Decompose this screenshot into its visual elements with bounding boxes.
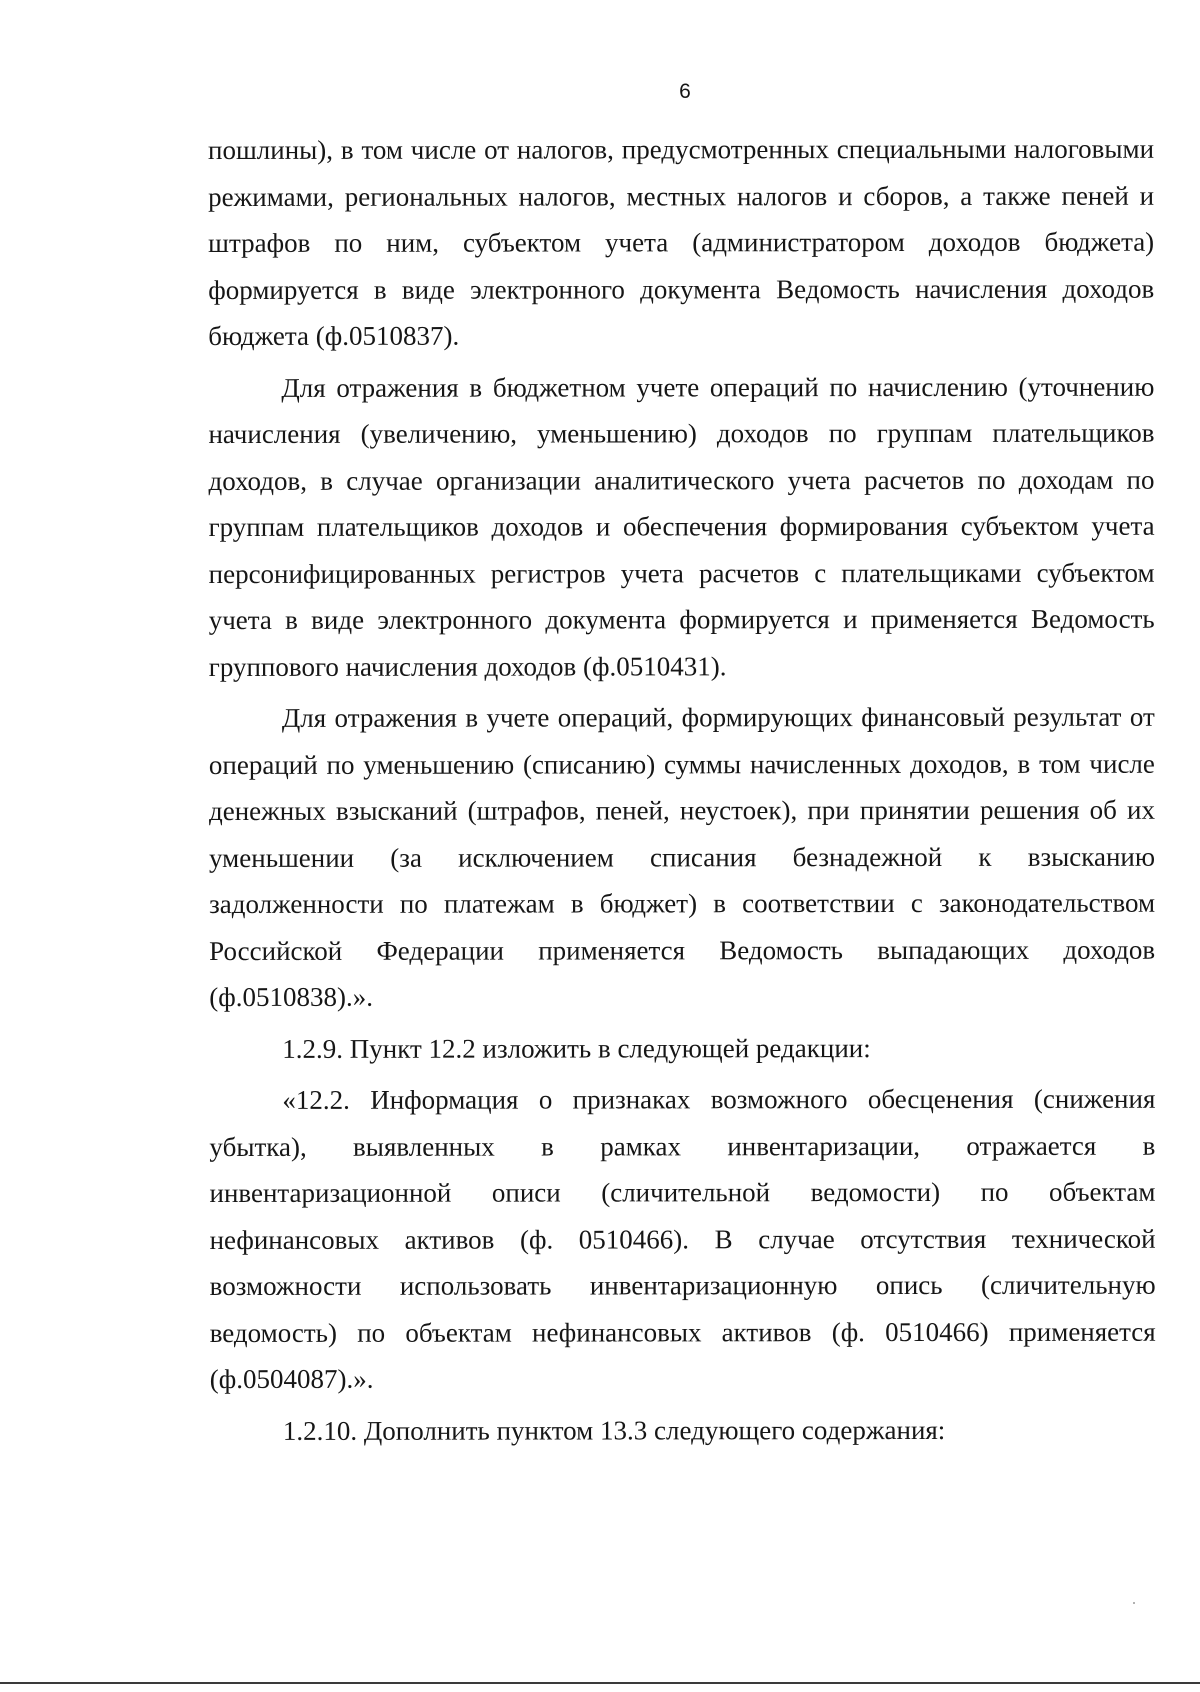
page-number: 6 (679, 80, 691, 103)
paragraph-3: Для отражения в учете операций, формирующих финансовый результат от операций по уменьшению (списанию) суммы начисленных доходов, в том числе денежных взысканий (штрафов, пеней, неустоек), при принятии решения об их уменьшении (за исключением списания безнадежной к взысканию задолженности по платежам в бюджет) в соответствии с законодательством Российской Федерации применяется Ведомость выпадающих доходов (ф.0510838).». (208, 701, 1156, 1012)
page-bottom-rule (0, 1682, 1200, 1684)
paragraph-6: 1.2.10. Дополнить пунктом 13.3 следующего содержания: (282, 1414, 946, 1446)
paragraph-4: 1.2.9. Пункт 12.2 изложить в следующей редакции: (282, 1032, 871, 1064)
document-body (208, 126, 1156, 1454)
paragraph-1: пошлины), в том числе от налогов, предусмотренных специальными налоговыми режимами, региональных налогов, местных налогов и сборов, а также пеней и штрафов по ним, субъектом учета (администратором доходов бюджета) формируется в виде электронного документа Ведомость начисления доходов бюджета (ф.0510837). (208, 133, 1155, 351)
scan-speck (1133, 1602, 1135, 1604)
paragraph-5: «12.2. Информация о признаках возможного обесценения (снижения убытка), выявленных в рамках инвентаризации, отражается в инвентаризационной описи (сличительной ведомости) по объектам нефинансовых активов (ф. 0510466). В случае отсутствия технической возможности использовать инвентаризационную опись (сличительную ведомость) по объектам нефинансовых активов (ф. 0510466) применяется (ф.0504087).». (209, 1083, 1156, 1394)
paragraph-2: Для отражения в бюджетном учете операций по начислению (уточнению начисления (увеличению, уменьшению) доходов по группам плательщиков доходов, в случае организации аналитического учета расчетов по доходам по группам плательщиков доходов и обеспечения формирования субъектом учета персонифицированных регистров учета расчетов с плательщиками субъектом учета в виде электронного документа формируется и применяется Ведомость группового начисления доходов (ф.0510431). (208, 371, 1155, 682)
